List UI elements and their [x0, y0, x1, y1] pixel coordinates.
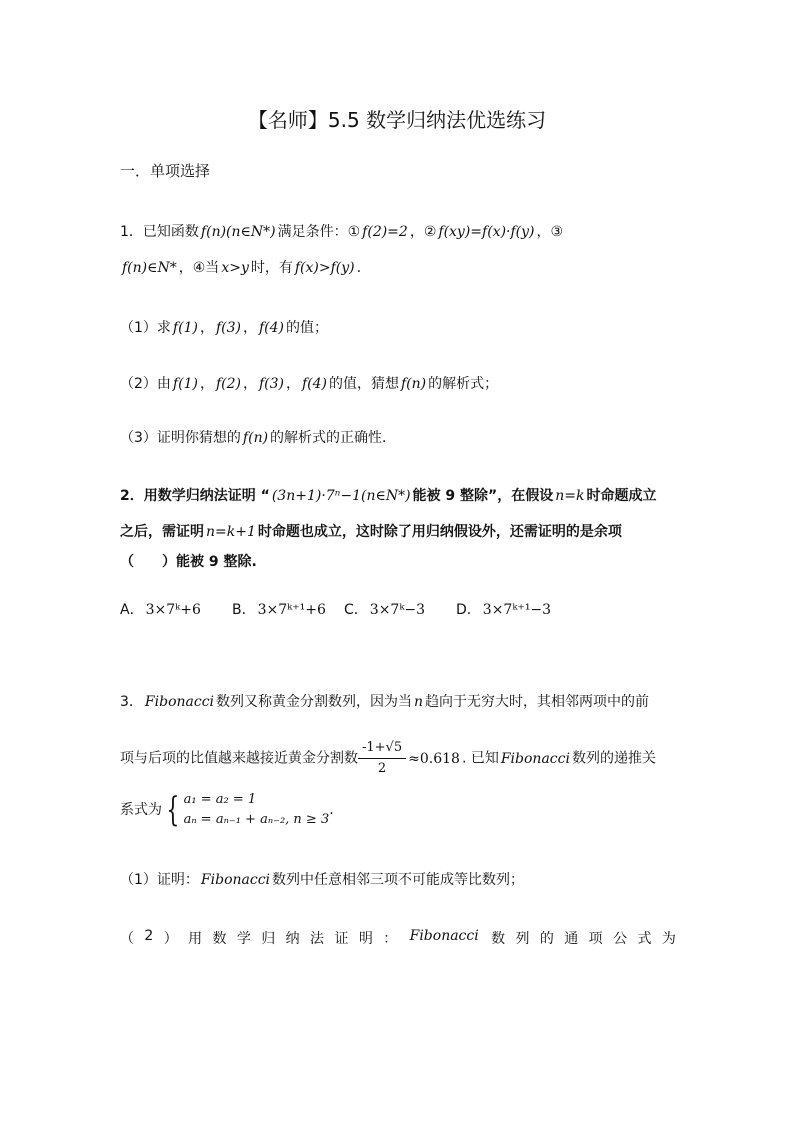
q2-number: 2．: [120, 488, 144, 504]
q3-text: .: [329, 802, 334, 818]
q1-text: .: [356, 260, 362, 276]
sep: ，: [285, 376, 300, 392]
q3-part2-char: ）: [163, 931, 178, 947]
golden-ratio-fraction: [358, 738, 406, 779]
option-label: B．: [232, 602, 256, 618]
q1-part2-label: （2）由: [120, 376, 171, 392]
q3-part2-char: ：: [383, 931, 398, 947]
sep: ，: [199, 376, 214, 392]
q1-part3: [120, 428, 396, 448]
math-n: n: [414, 694, 424, 710]
q3-text: 系式为: [120, 802, 162, 818]
q3-part1-label: （1）证明：: [120, 872, 199, 888]
q3-part2-char: 式: [637, 931, 652, 947]
math-approx: ≈0.618: [408, 750, 460, 767]
option-c[interactable]: [344, 600, 456, 620]
option-expr: 3×7ᵏ−3: [369, 602, 426, 618]
q1-text: ，④当: [178, 260, 220, 276]
q3-text: . 已知: [461, 750, 499, 767]
math-fibonacci: Fibonacci: [200, 872, 271, 888]
math-f3: f(3): [258, 376, 284, 392]
q2-text: 时命题成立: [586, 488, 657, 504]
q1-function-domain: f(n)(n∈N*): [200, 224, 276, 240]
q1-cond-3: f(n)∈N*: [122, 260, 177, 276]
q3-part2-char: （: [120, 931, 134, 947]
option-expr: 3×7ᵏ+6: [145, 602, 201, 618]
sep: ，: [242, 376, 257, 392]
q1-text: 时，有: [250, 260, 293, 276]
q1-part3-text: 的解析式的正确性．: [270, 430, 397, 446]
q3-part2-char: 为: [661, 931, 676, 947]
q3-part1-text: 数列中任意相邻三项不可能成等比数列；: [272, 872, 525, 888]
recurrence-equations: [184, 790, 330, 830]
q3-part2-char: 证: [334, 931, 349, 947]
q3-part2-char: 公: [613, 931, 628, 947]
q3-part2-char: 项: [588, 931, 603, 947]
q1-part1-label: （1）求: [120, 320, 171, 336]
option-b[interactable]: [232, 600, 344, 620]
q1-line1: [120, 222, 563, 242]
option-label: A．: [120, 602, 144, 618]
q3-text: 数列的递推关: [571, 750, 656, 767]
q1-cond-4-result: f(x)>f(y): [294, 260, 355, 276]
math-fibonacci: Fibonacci: [409, 928, 479, 944]
brace-icon: {: [166, 790, 180, 830]
q2-text: 能被 9 整除”，在假设: [412, 488, 554, 504]
q1-text: ，③: [536, 224, 564, 240]
q1-part3-label: （3）证明你猜想的: [120, 430, 241, 446]
q2-text: （ ）能被 9 整除.: [120, 554, 257, 570]
math-n-eq-k-plus-1: n=k+1: [206, 524, 256, 540]
q1-text: 满足条件：①: [277, 224, 361, 240]
q3-text: 数列又称黄金分割数列，因为当: [216, 694, 413, 710]
recurrence-eq-2: aₙ = aₙ₋₁ + aₙ₋₂, n ≥ 3: [183, 812, 330, 827]
math-n-eq-k: n=k: [555, 488, 585, 504]
fraction-denominator: 2: [377, 761, 387, 776]
q3-part2-char: 用: [188, 931, 203, 947]
q3-part2: [120, 928, 676, 948]
q3-part2-char: 归: [261, 931, 276, 947]
math-fn: f(n): [242, 430, 269, 446]
q1-line2: [120, 258, 361, 278]
q3-line2: [120, 738, 656, 779]
q1-number: 1．: [120, 224, 143, 240]
section-heading: 一．单项选择: [120, 162, 211, 180]
q3-part2-char: 通: [564, 931, 579, 947]
math-f4: f(4): [258, 320, 284, 336]
option-a[interactable]: [120, 600, 232, 620]
math-f1: f(1): [172, 320, 198, 336]
q1-text: 已知函数: [142, 224, 199, 240]
q2-line2: [120, 522, 622, 542]
math-fibonacci: Fibonacci: [144, 694, 215, 710]
q2-expression: (3n+1)·7ⁿ−1(n∈N*): [271, 488, 411, 504]
q1-cond-1: f(2)=2: [362, 224, 408, 240]
q3-part2-char: 2: [144, 928, 154, 944]
recurrence-system: [162, 790, 329, 830]
page-title: 【名师】5.5 数学归纳法优选练习: [247, 108, 547, 132]
recurrence-eq-1: a₁ = a₂ = 1: [183, 792, 257, 807]
q1-text: ，②: [409, 224, 437, 240]
q3-part2-char: 纳: [285, 931, 300, 947]
q3-text: 趋向于无穷大时，其相邻两项中的前: [425, 694, 650, 710]
sep: ，: [242, 320, 257, 336]
q1-part2-text: 的值，猜想: [328, 376, 399, 392]
q3-number: 3．: [120, 694, 143, 710]
math-fibonacci: Fibonacci: [500, 750, 570, 767]
q3-part2-char: 学: [236, 931, 251, 947]
math-f4: f(4): [301, 376, 327, 392]
q1-cond-4-premise: x>y: [221, 260, 249, 276]
q3-text: 项与后项的比值越来越接近黄金分割数: [120, 750, 358, 767]
option-expr: 3×7ᵏ⁺¹−3: [482, 602, 552, 618]
q3-line1: [120, 692, 649, 712]
q1-part2-text: 的解析式；: [428, 376, 499, 392]
math-f1: f(1): [172, 376, 198, 392]
q2-options: [120, 600, 576, 620]
math-fn: f(n): [400, 376, 427, 392]
q3-part2-char: 列: [515, 931, 530, 947]
q1-part1: [120, 318, 328, 338]
q2-line3: [120, 552, 257, 572]
q2-text: 时命题也成立，这时除了用归纳假设外，还需证明的是余项: [257, 524, 622, 540]
q3-part2-char: 法: [310, 931, 325, 947]
q3-part2-char: 数: [491, 931, 506, 947]
option-label: C．: [344, 602, 368, 618]
option-expr: 3×7ᵏ⁺¹+6: [257, 602, 326, 618]
math-f3: f(3): [215, 320, 241, 336]
q3-part2-char: 数: [212, 931, 227, 947]
q2-text: 用数学归纳法证明 “: [143, 488, 270, 504]
q1-part2: [120, 374, 498, 394]
q2-line1: [120, 486, 656, 506]
q1-cond-2: f(xy)=f(x)·f(y): [438, 224, 535, 240]
q1-part1-text: 的值；: [285, 320, 328, 336]
option-label: D．: [456, 602, 481, 618]
q3-part1: [120, 870, 524, 890]
q3-part2-char: 的: [539, 931, 554, 947]
q2-text: 之后，需证明: [120, 524, 204, 540]
math-f2: f(2): [215, 376, 241, 392]
q3-part2-char: 明: [358, 931, 373, 947]
fraction-numerator: -1+√5: [358, 738, 406, 759]
option-d[interactable]: [456, 600, 576, 620]
q3-line3: [120, 790, 334, 830]
sep: ，: [199, 320, 214, 336]
